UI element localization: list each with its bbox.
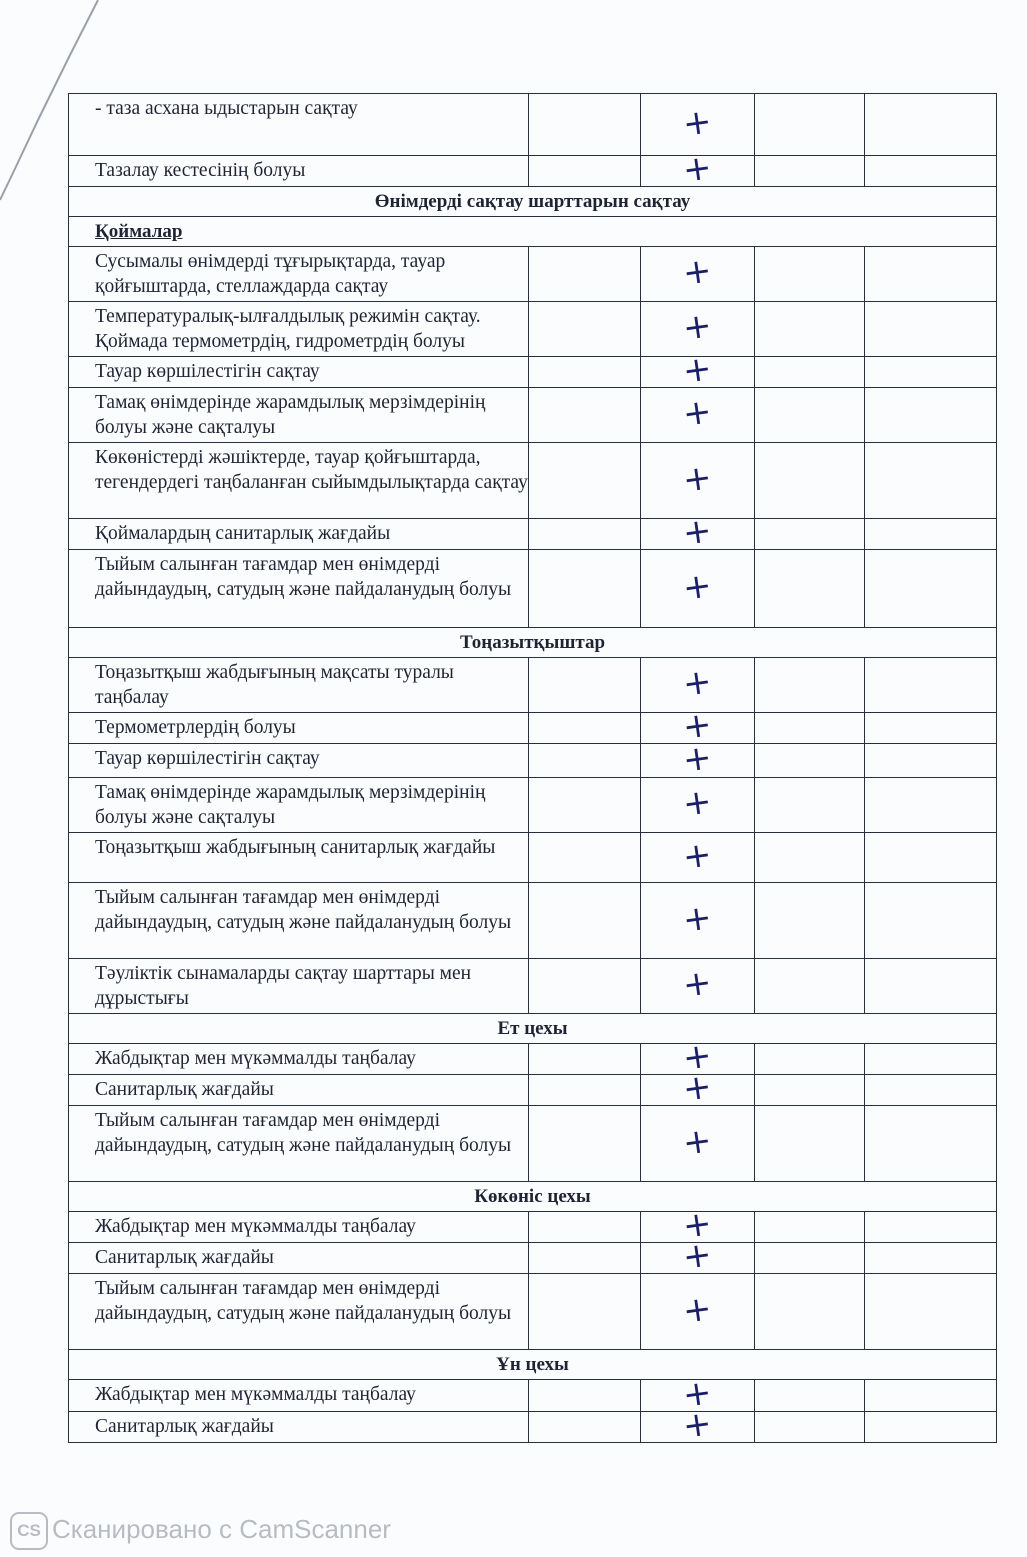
handwritten-plus-mark: + — [680, 305, 715, 349]
requirement-label: Тазалау кестесінің болуы — [69, 156, 529, 187]
checklist-row — [69, 94, 997, 156]
checklist-row — [69, 959, 997, 1014]
requirement-label: Қоймалардың санитарлық жағдайы — [69, 519, 529, 550]
checklist-row — [69, 302, 997, 357]
checklist-row — [69, 357, 997, 388]
note-cell — [865, 959, 997, 1014]
subheader-row — [69, 217, 997, 247]
compliance-cell — [641, 1274, 755, 1350]
value-cell — [529, 550, 641, 628]
value-cell — [529, 883, 641, 959]
value-cell — [529, 1106, 641, 1182]
checklist-table-body — [69, 94, 997, 1447]
note-cell — [865, 713, 997, 744]
camscanner-logo: CS — [10, 1512, 48, 1550]
requirement-label: Тоңазытқыш жабдығының мақсаты туралы таңбалау — [69, 658, 529, 713]
requirement-label: Тыйым салынған тағамдар мен өнімдерді дайындаудың, сатудың және пайдаланудың болуы — [69, 883, 529, 959]
handwritten-plus-mark: + — [680, 833, 715, 878]
non-compliance-cell — [755, 357, 865, 388]
compliance-cell — [641, 388, 755, 443]
compliance-cell — [641, 1066, 755, 1110]
requirement-label: Санитарлық жағдайы — [69, 1243, 529, 1274]
value-cell — [529, 519, 641, 550]
handwritten-plus-mark: + — [680, 1234, 715, 1278]
checklist-row — [69, 833, 997, 883]
note-cell — [865, 833, 997, 883]
handwritten-plus-mark: + — [680, 1403, 715, 1447]
requirement-label: Тыйым салынған тағамдар мен өнімдерді дайындаудың, сатудың және пайдаланудың болуы — [69, 1106, 529, 1182]
compliance-cell — [641, 833, 755, 883]
requirement-label: Сусымалы өнімдерді тұғырықтарда, тауар қойғыштарда, стеллаждарда сақтау — [69, 247, 529, 302]
non-compliance-cell — [755, 1412, 865, 1443]
note-cell — [865, 1044, 997, 1075]
checklist-row — [69, 550, 997, 628]
note-cell — [865, 302, 997, 357]
compliance-cell — [641, 658, 755, 713]
note-cell — [865, 1212, 997, 1243]
note-cell — [865, 443, 997, 519]
non-compliance-cell — [755, 959, 865, 1014]
checklist-row — [69, 1380, 997, 1412]
section-header-row — [69, 628, 997, 658]
requirement-label: Тыйым салынған тағамдар мен өнімдерді дайындаудың, сатудың және пайдаланудың болуы — [69, 550, 529, 628]
checklist-row — [69, 1044, 997, 1075]
note-cell — [865, 744, 997, 778]
handwritten-plus-mark: + — [680, 348, 715, 392]
handwritten-plus-mark: + — [680, 781, 715, 825]
section-title: Ет цехы — [69, 1014, 997, 1044]
non-compliance-cell — [755, 1075, 865, 1106]
value-cell — [529, 94, 641, 156]
compliance-cell — [641, 736, 755, 781]
non-compliance-cell — [755, 1212, 865, 1243]
checklist-row — [69, 247, 997, 302]
value-cell — [529, 833, 641, 883]
note-cell — [865, 388, 997, 443]
non-compliance-cell — [755, 1106, 865, 1182]
requirement-label: Жабдықтар мен мүкәммалды таңбалау — [69, 1044, 529, 1075]
checklist-row — [69, 1412, 997, 1443]
note-cell — [865, 247, 997, 302]
checklist-row — [69, 778, 997, 833]
requirement-label: - таза асхана ыдыстарын сақтау — [69, 94, 529, 156]
note-cell — [865, 519, 997, 550]
non-compliance-cell — [755, 550, 865, 628]
handwritten-plus-mark: + — [680, 510, 715, 554]
handwritten-plus-mark: + — [680, 100, 715, 145]
compliance-cell — [641, 443, 755, 519]
non-compliance-cell — [755, 302, 865, 357]
checklist-row — [69, 1274, 997, 1350]
value-cell — [529, 744, 641, 778]
camscanner-watermark: Сканировано с CamScanner — [52, 1514, 391, 1544]
value-cell — [529, 713, 641, 744]
requirement-label: Жабдықтар мен мүкәммалды таңбалау — [69, 1212, 529, 1243]
value-cell — [529, 1274, 641, 1350]
value-cell — [529, 1412, 641, 1443]
note-cell — [865, 1243, 997, 1274]
value-cell — [529, 247, 641, 302]
note-cell — [865, 1075, 997, 1106]
compliance-cell — [641, 510, 755, 554]
handwritten-plus-mark: + — [680, 391, 715, 435]
non-compliance-cell — [755, 833, 865, 883]
non-compliance-cell — [755, 1243, 865, 1274]
requirement-label: Тауар көршілестігін сақтау — [69, 744, 529, 778]
non-compliance-cell — [755, 1274, 865, 1350]
handwritten-plus-mark: + — [680, 1371, 715, 1416]
section-title: Ұн цехы — [69, 1350, 997, 1380]
non-compliance-cell — [755, 94, 865, 156]
subheader-title: Қоймалар — [69, 217, 997, 247]
checklist-row — [69, 388, 997, 443]
compliance-cell — [641, 959, 755, 1014]
checklist-row — [69, 744, 997, 778]
note-cell — [865, 883, 997, 959]
non-compliance-cell — [755, 247, 865, 302]
section-header-row — [69, 187, 997, 217]
requirement-label: Жабдықтар мен мүкәммалды таңбалау — [69, 1380, 529, 1412]
compliance-cell — [641, 94, 755, 156]
checklist-row — [69, 443, 997, 519]
compliance-cell — [641, 550, 755, 628]
requirement-label: Тәуліктік сынамаларды сақтау шарттары мен дұрыстығы — [69, 959, 529, 1014]
handwritten-plus-mark: + — [680, 736, 715, 781]
value-cell — [529, 302, 641, 357]
compliance-cell — [641, 1234, 755, 1278]
handwritten-plus-mark: + — [680, 1287, 715, 1332]
value-cell — [529, 388, 641, 443]
requirement-label: Тауар көршілестігін сақтау — [69, 357, 529, 388]
value-cell — [529, 1075, 641, 1106]
note-cell — [865, 778, 997, 833]
note-cell — [865, 1380, 997, 1412]
handwritten-plus-mark: + — [680, 147, 715, 191]
value-cell — [529, 357, 641, 388]
non-compliance-cell — [755, 744, 865, 778]
handwritten-plus-mark: + — [680, 250, 715, 294]
checklist-row — [69, 1212, 997, 1243]
non-compliance-cell — [755, 713, 865, 744]
requirement-label: Көкөністерді жәшіктерде, тауар қойғыштарда, тегендердегі таңбаланған сыйымдылықтарда сақтау — [69, 443, 529, 519]
value-cell — [529, 156, 641, 187]
section-header-row — [69, 1014, 997, 1044]
compliance-cell — [641, 247, 755, 302]
requirement-label: Санитарлық жағдайы — [69, 1075, 529, 1106]
handwritten-plus-mark: + — [680, 661, 715, 705]
handwritten-plus-mark: + — [680, 704, 715, 748]
value-cell — [529, 658, 641, 713]
section-header-row — [69, 1182, 997, 1212]
non-compliance-cell — [755, 658, 865, 713]
value-cell — [529, 1044, 641, 1075]
handwritten-plus-mark: + — [680, 1119, 715, 1164]
checklist-row — [69, 713, 997, 744]
note-cell — [865, 550, 997, 628]
note-cell — [865, 357, 997, 388]
note-cell — [865, 658, 997, 713]
non-compliance-cell — [755, 156, 865, 187]
compliance-cell — [641, 883, 755, 959]
value-cell — [529, 1380, 641, 1412]
compliance-cell — [641, 1403, 755, 1447]
handwritten-plus-mark: + — [680, 896, 715, 941]
note-cell — [865, 1274, 997, 1350]
checklist-row — [69, 883, 997, 959]
section-header-row — [69, 1350, 997, 1380]
value-cell — [529, 778, 641, 833]
checklist-table — [68, 93, 997, 1447]
value-cell — [529, 1243, 641, 1274]
section-title: Көкөніс цехы — [69, 1182, 997, 1212]
note-cell — [865, 94, 997, 156]
value-cell — [529, 1212, 641, 1243]
handwritten-plus-mark: + — [680, 564, 715, 609]
requirement-label: Тоңазытқыш жабдығының санитарлық жағдайы — [69, 833, 529, 883]
checklist-row — [69, 1106, 997, 1182]
non-compliance-cell — [755, 1044, 865, 1075]
non-compliance-cell — [755, 883, 865, 959]
checklist-row — [69, 658, 997, 713]
handwritten-plus-mark: + — [680, 1203, 715, 1247]
note-cell — [865, 1106, 997, 1182]
handwritten-plus-mark: + — [680, 1066, 715, 1110]
checklist-row — [69, 156, 997, 187]
note-cell — [865, 1412, 997, 1443]
non-compliance-cell — [755, 388, 865, 443]
requirement-label: Тамақ өнімдерінде жарамдылық мерзімдерінің болуы және сақталуы — [69, 778, 529, 833]
compliance-cell — [641, 778, 755, 833]
value-cell — [529, 443, 641, 519]
handwritten-plus-mark: + — [680, 1035, 715, 1079]
section-title: Өнімдерді сақтау шарттарын сақтау — [69, 187, 997, 217]
non-compliance-cell — [755, 1380, 865, 1412]
note-cell — [865, 156, 997, 187]
requirement-label: Тыйым салынған тағамдар мен өнімдерді дайындаудың, сатудың және пайдаланудың болуы — [69, 1274, 529, 1350]
checklist-row — [69, 1243, 997, 1274]
section-title: Тоңазытқыштар — [69, 628, 997, 658]
non-compliance-cell — [755, 778, 865, 833]
requirement-label: Термометрлердің болуы — [69, 713, 529, 744]
requirement-label: Тамақ өнімдерінде жарамдылық мерзімдерінің болуы және сақталуы — [69, 388, 529, 443]
non-compliance-cell — [755, 443, 865, 519]
compliance-cell — [641, 348, 755, 392]
value-cell — [529, 959, 641, 1014]
requirement-label: Санитарлық жағдайы — [69, 1412, 529, 1443]
handwritten-plus-mark: + — [680, 962, 715, 1006]
non-compliance-cell — [755, 519, 865, 550]
checklist-row — [69, 519, 997, 550]
compliance-cell — [641, 302, 755, 357]
compliance-cell — [641, 1106, 755, 1182]
checklist-row — [69, 1075, 997, 1106]
requirement-label: Температуралық-ылғалдылық режимін сақтау. Қоймада термометрдің, гидрометрдің болуы — [69, 302, 529, 357]
compliance-cell — [641, 147, 755, 191]
handwritten-plus-mark: + — [680, 456, 715, 501]
